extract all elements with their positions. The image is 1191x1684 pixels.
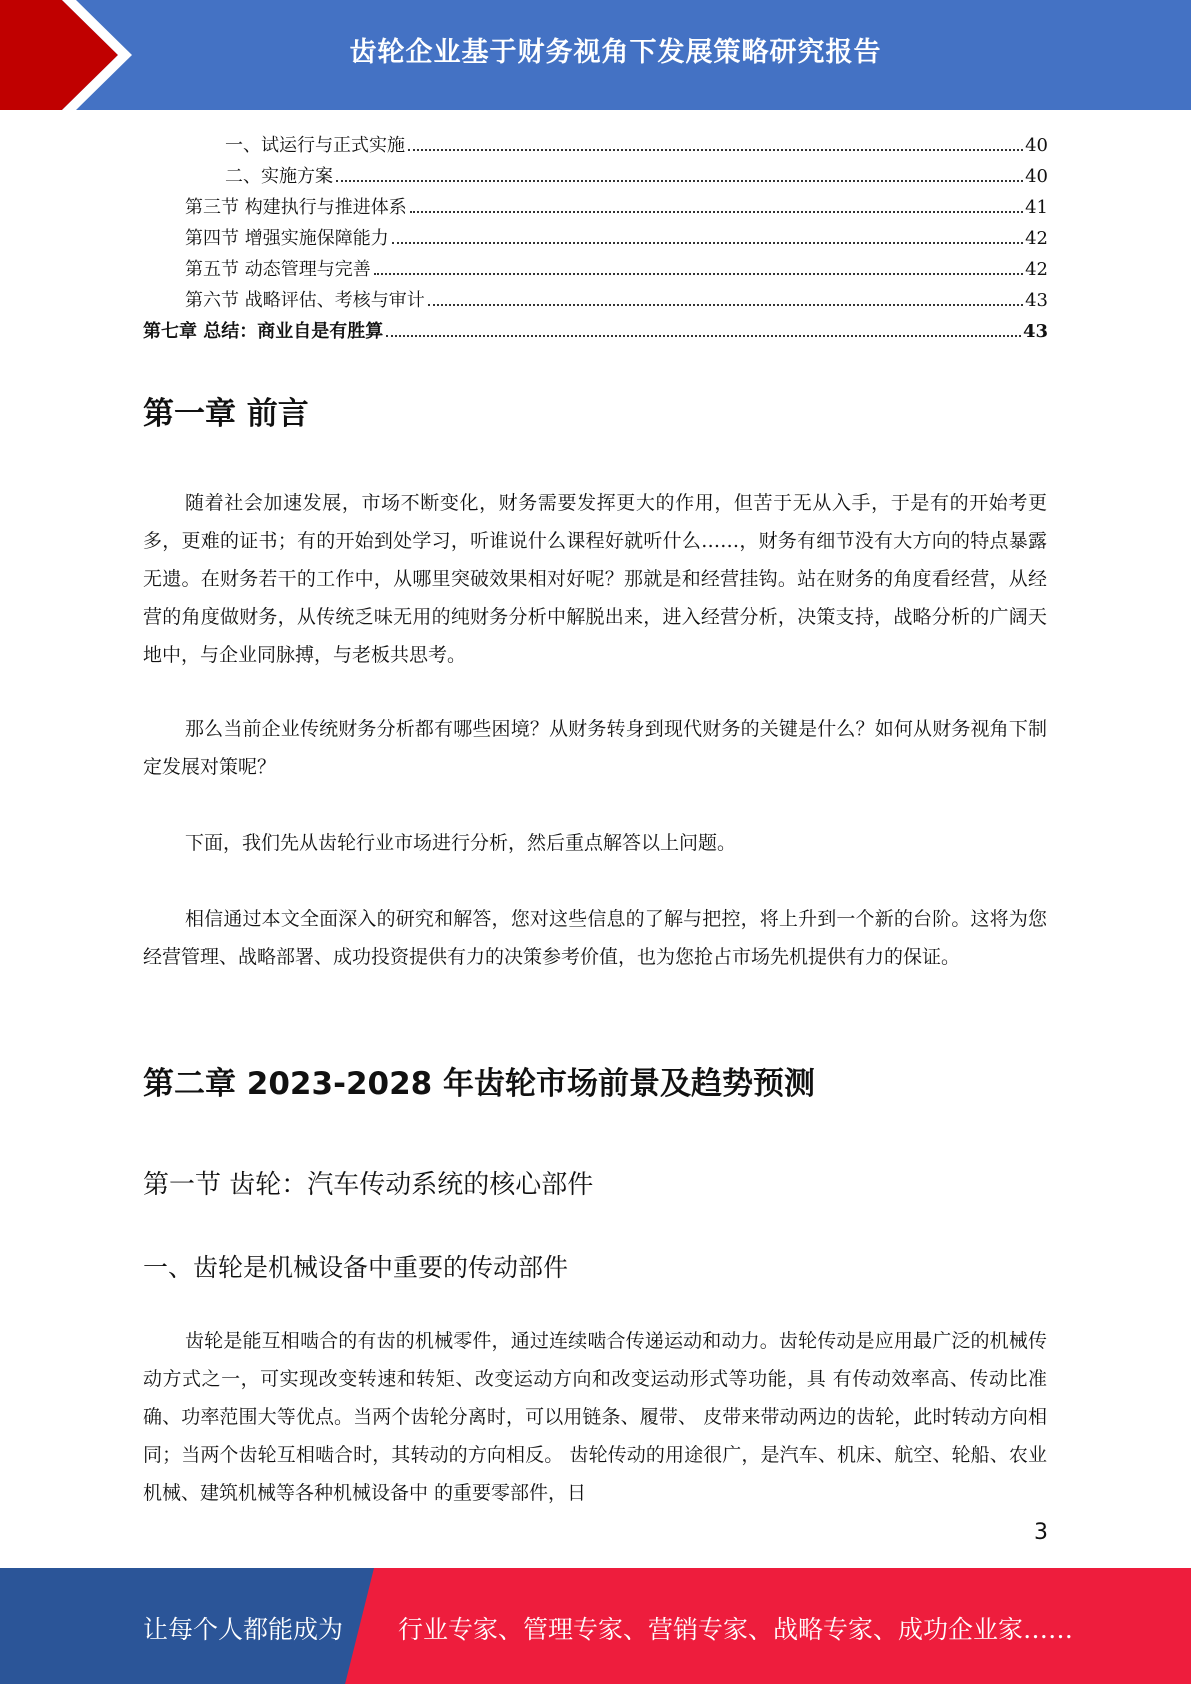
toc-entry-title: 第五节 动态管理与完善 xyxy=(185,259,371,280)
footer-slogan-left: 让每个人都能成为 xyxy=(143,1615,344,1644)
toc-entry-page: 42 xyxy=(1025,228,1048,249)
report-title: 齿轮企业基于财务视角下发展策略研究报告 xyxy=(349,37,882,68)
toc-entry-title: 第六节 战略评估、考核与审计 xyxy=(185,290,425,311)
page-footer xyxy=(0,1568,1191,1684)
toc-leader-dots xyxy=(408,149,1023,151)
toc-leader-dots xyxy=(374,273,1023,275)
chapter-heading: 第一章 前言 xyxy=(143,396,309,432)
toc-entry[interactable] xyxy=(143,316,1048,347)
body-paragraph: 齿轮是能互相啮合的有齿的机械零件，通过连续啮合传递运动和动力。齿轮传动是应用最广泛的机械传动方式之一，可实现改变转速和转矩、改变运动方向和改变运动形式等功能，具 有传动效率高、传动比准确、功率范围大等优点。当两个齿轮分离时，可以用链条、履带、 皮带来带动两边的齿轮，此时转动方向相同；当两个齿轮互相啮合时，其转动的方向相反。 齿轮传动的用途很广，是汽车、机床、航空、轮船、农业机械、建筑机械等各种机械设备中 的重要零部件，日 xyxy=(143,1330,1047,1504)
toc-leader-dots xyxy=(410,211,1023,213)
toc-entry[interactable] xyxy=(143,161,1048,192)
toc-entry-title: 第四节 增强实施保障能力 xyxy=(185,228,389,249)
toc-entry-title: 一、试运行与正式实施 xyxy=(225,135,405,156)
toc-leader-dots xyxy=(428,304,1023,306)
body-paragraph: 相信通过本文全面深入的研究和解答，您对这些信息的了解与把控，将上升到一个新的台阶。这将为您经营管理、战略部署、成功投资提供有力的决策参考价值，也为您抢占市场先机提供有力的保证。 xyxy=(143,908,1047,968)
toc-entry-page: 40 xyxy=(1025,135,1048,156)
page-header xyxy=(0,0,1191,110)
section-heading: 第一节 齿轮：汽车传动系统的核心部件 xyxy=(143,1170,594,1200)
toc-entry[interactable] xyxy=(143,254,1048,285)
toc-entry-page: 42 xyxy=(1025,259,1048,280)
body-paragraph: 下面，我们先从齿轮行业市场进行分析，然后重点解答以上问题。 xyxy=(185,832,737,854)
toc-leader-dots xyxy=(336,180,1023,182)
toc-entry-title: 第七章 总结：商业自是有胜算 xyxy=(143,321,384,342)
toc-entry-page: 43 xyxy=(1025,290,1048,311)
toc-entry-page: 43 xyxy=(1022,321,1048,342)
toc-entry-page: 41 xyxy=(1025,197,1048,218)
toc-entry-page: 40 xyxy=(1025,166,1048,187)
chapter-heading: 第二章 2023-2028 年齿轮市场前景及趋势预测 xyxy=(143,1066,816,1102)
body-paragraph: 那么当前企业传统财务分析都有哪些困境？从财务转身到现代财务的关键是什么？如何从财务视角下制定发展对策呢？ xyxy=(143,718,1047,778)
toc-leader-dots xyxy=(392,242,1023,244)
table-of-contents xyxy=(143,130,1048,347)
body-paragraph: 随着社会加速发展，市场不断变化，财务需要发挥更大的作用，但苦于无从入手，于是有的开始考更多，更难的证书；有的开始到处学习，听谁说什么课程好就听什么……，财务有细节没有大方向的特点暴露无遗。在财务若干的工作中，从哪里突破效果相对好呢？那就是和经营挂钩。站在财务的角度看经营，从经营的角度做财务，从传统乏味无用的纯财务分析中解脱出来，进入经营分析，决策支持，战略分析的广阔天地中，与企业同脉搏，与老板共思考。 xyxy=(143,492,1047,666)
toc-entry[interactable] xyxy=(143,192,1048,223)
toc-entry[interactable] xyxy=(143,285,1048,316)
toc-entry[interactable] xyxy=(143,223,1048,254)
subsection-heading: 一、齿轮是机械设备中重要的传动部件 xyxy=(143,1253,569,1282)
footer-slogan-right: 行业专家、管理专家、营销专家、战略专家、成功企业家…… xyxy=(398,1615,1074,1644)
toc-entry-title: 第三节 构建执行与推进体系 xyxy=(185,197,407,218)
toc-leader-dots xyxy=(386,335,1021,337)
page-number: 3 xyxy=(1034,1520,1048,1545)
toc-entry[interactable] xyxy=(143,130,1048,161)
toc-entry-title: 二、实施方案 xyxy=(225,166,333,187)
